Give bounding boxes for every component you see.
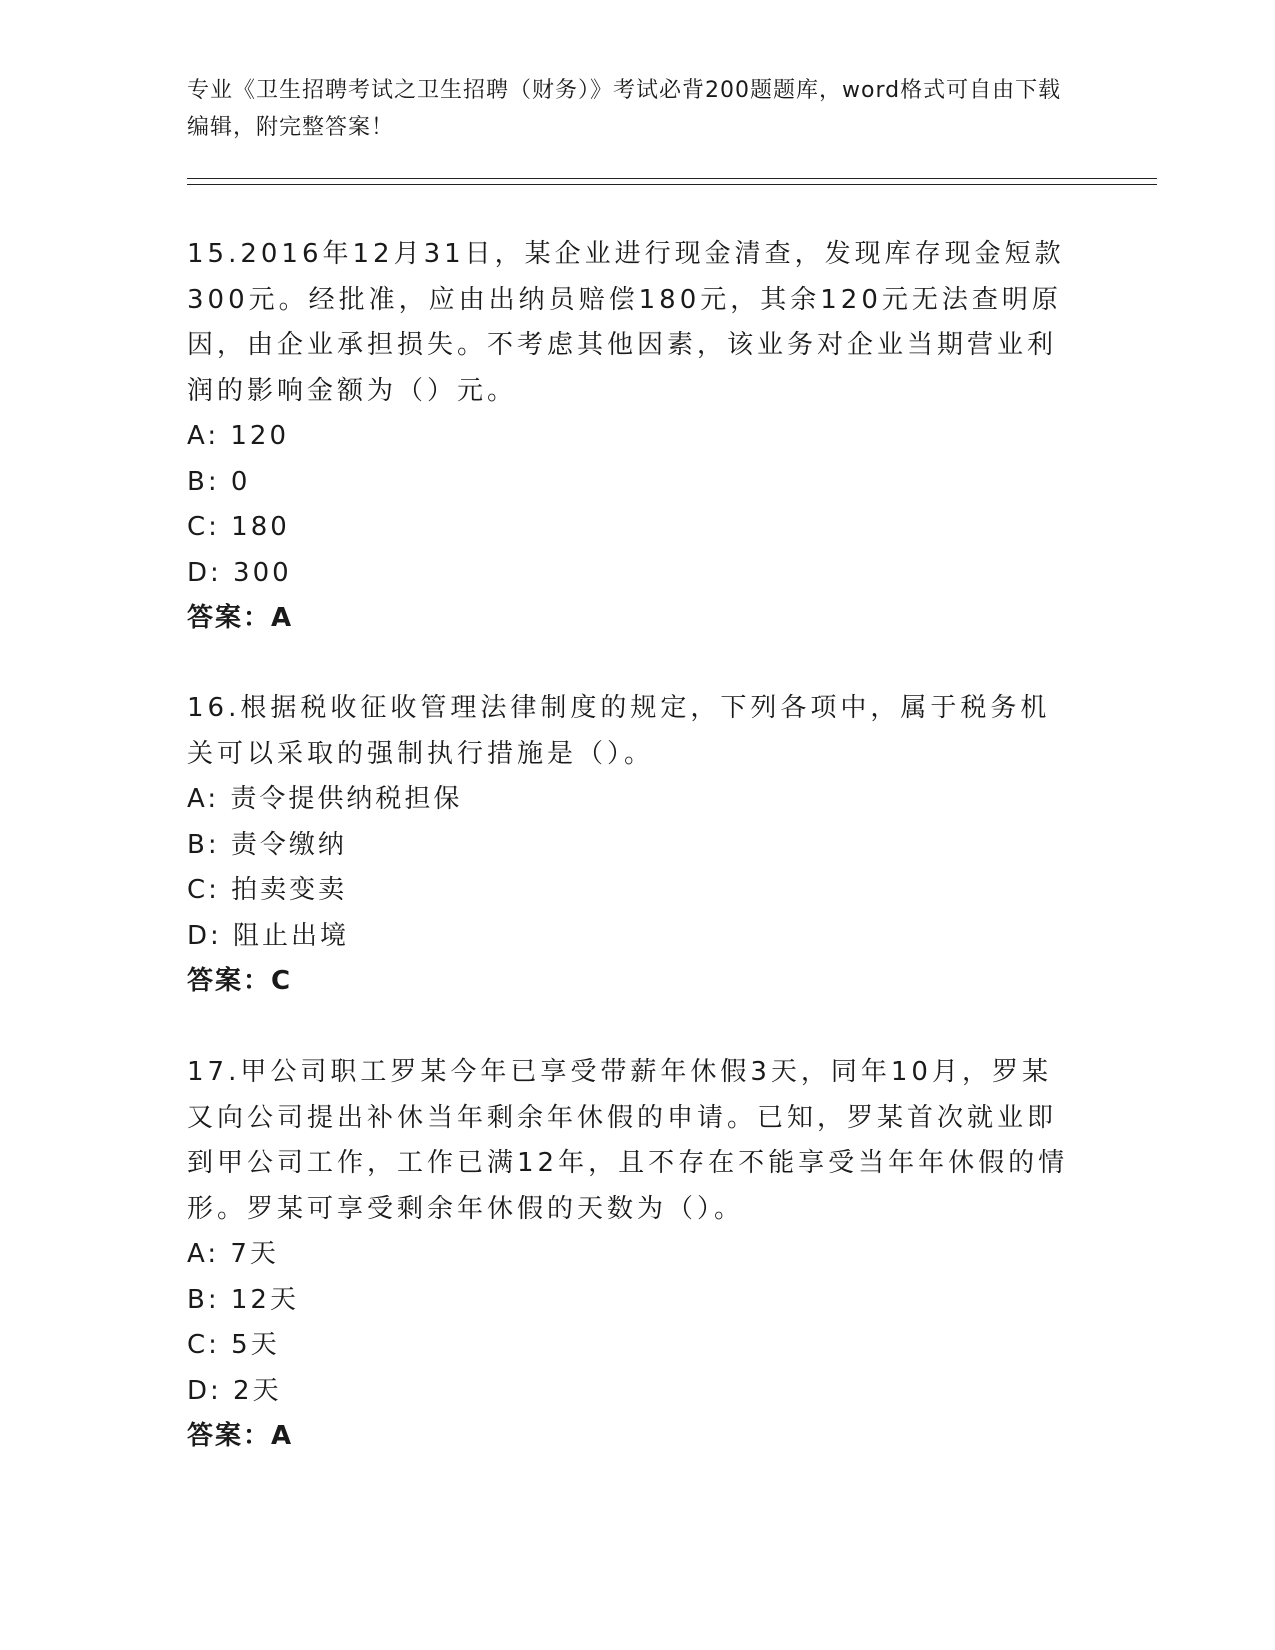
option-b: B: 12天 [187, 1284, 299, 1315]
option-d: D: 2天 [187, 1375, 282, 1406]
answer: 答案：A [187, 603, 294, 633]
option-d: D: 阻止出境 [187, 920, 350, 951]
option-a: A: 责令提供纳税担保 [187, 784, 463, 814]
option-a: A: 120 [187, 421, 289, 451]
option-b: B: 责令缴纳 [187, 829, 347, 860]
question-stem: 15.2016年12月31日，某企业进行现金清查，发现库存现金短款300元。经批准，应由出纳员赔偿180元，其余120元无法查明原因，由企业承担损失。不考虑其他因素，该业务对企业当期营业利润的影响金额为（）元。 [187, 239, 1065, 406]
header-divider [187, 178, 1157, 185]
question-stem: 17.甲公司职工罗某今年已享受带薪年休假3天，同年10月，罗某又向公司提出补休当年剩余年休假的申请。已知，罗某首次就业即到甲公司工作，工作已满12年，且不存在不能享受当年年休假的情形。罗某可享受剩余年休假的天数为（）。 [187, 1057, 1069, 1224]
question-17 [187, 1050, 1077, 1460]
option-a: A: 7天 [187, 1239, 279, 1269]
answer: 答案：A [187, 1421, 294, 1451]
option-c: C: 5天 [187, 1330, 280, 1360]
option-b: B: 0 [187, 466, 251, 497]
option-c: C: 180 [187, 512, 290, 542]
question-15 [187, 232, 1077, 642]
answer: 答案：C [187, 966, 293, 996]
option-c: C: 拍卖变卖 [187, 875, 348, 905]
question-stem: 16.根据税收征收管理法律制度的规定，下列各项中，属于税务机关可以采取的强制执行措施是（）。 [187, 693, 1051, 769]
question-16 [187, 686, 1077, 1005]
document-header: 专业《卫生招聘考试之卫生招聘（财务）》考试必背200题题库，word格式可自由下载编辑，附完整答案！ [187, 78, 1062, 140]
option-d: D: 300 [187, 557, 292, 588]
